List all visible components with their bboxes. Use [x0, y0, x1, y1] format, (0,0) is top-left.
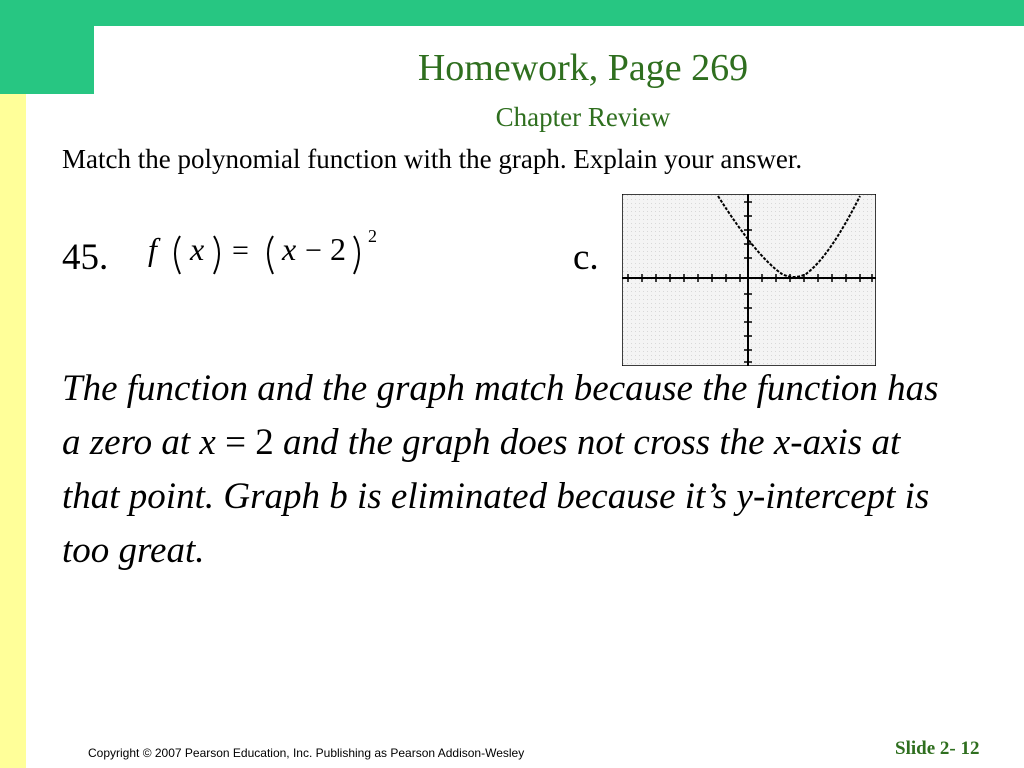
- equation: [140, 216, 400, 276]
- explanation-part1: The function and the graph match because the function has a zero at: [62, 368, 939, 463]
- slide-number: Slide 2- 12: [895, 738, 980, 759]
- top-accent-bar: [0, 0, 1024, 26]
- choice-label: c.: [573, 237, 599, 278]
- slide-title: Homework, Page 269: [417, 47, 749, 89]
- eq-f: f: [148, 231, 157, 267]
- footer-copyright: Copyright © 2007 Pearson Education, Inc. Publishing as Pearson Addison-Wesley: [88, 746, 525, 760]
- problem-prompt: Match the polynomial function with the graph. Explain your answer.: [62, 144, 803, 174]
- corner-accent-block: [0, 0, 94, 94]
- eq-x-inner: x: [282, 231, 297, 267]
- eq-minus: −: [305, 234, 322, 267]
- slide-subtitle: Chapter Review: [495, 102, 671, 132]
- eq-two: 2: [330, 231, 346, 267]
- left-accent-strip: [0, 0, 26, 768]
- explanation-part2: and the graph does not cross the x-axis at that point. Graph b is eliminated because it’s y-intercept is too great.: [62, 422, 930, 571]
- eq-exponent: 2: [368, 226, 377, 246]
- eq-left-paren: [175, 236, 180, 274]
- eq-equals: =: [232, 234, 249, 267]
- problem-number: 45.: [62, 237, 109, 278]
- explanation-text: [62, 362, 962, 578]
- explanation-math-x: x: [199, 422, 216, 463]
- eq-right-paren-2: [354, 236, 359, 274]
- eq-x: x: [190, 231, 205, 267]
- eq-right-paren: [214, 236, 219, 274]
- eq-left-paren-2: [268, 236, 273, 274]
- calculator-graph: [622, 194, 876, 366]
- explanation-math-eq: = 2: [215, 422, 274, 463]
